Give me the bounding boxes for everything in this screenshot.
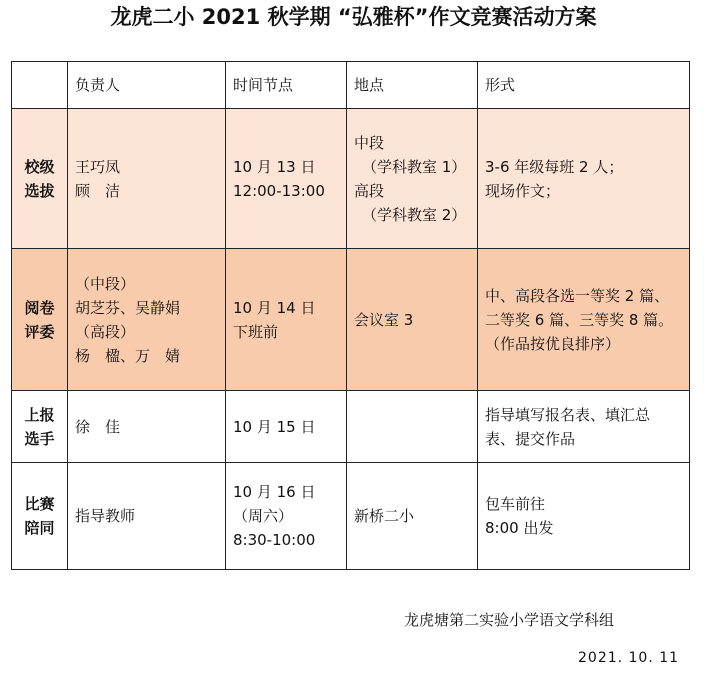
table-row: [12, 463, 690, 570]
time-line: 8:30-10:00: [233, 531, 316, 549]
stage-line: 选手: [24, 429, 55, 448]
time-line: 下班前: [233, 322, 279, 341]
form-cell: [478, 391, 690, 463]
form-line: （作品按优良排序）: [485, 334, 621, 353]
form-line: 8:00 出发: [485, 519, 554, 537]
owner-line: 指导教师: [75, 507, 136, 525]
header-cell-time: 时间节点: [226, 62, 347, 109]
form-cell: [478, 109, 690, 249]
time-cell: [226, 463, 347, 570]
row-stage-cell: [12, 249, 68, 391]
header-cell-corner: [12, 62, 68, 109]
place-cell: [347, 463, 478, 570]
owner-line: 王巧凤: [75, 157, 121, 176]
row-stage-cell: [12, 109, 68, 249]
form-line: 现场作文；: [485, 181, 561, 200]
owner-cell: [68, 109, 226, 249]
stage-line: 校级: [24, 157, 55, 176]
form-line: 表、提交作品: [485, 429, 576, 448]
time-cell: [226, 391, 347, 463]
form-line: 3-6 年级每班 2 人；: [485, 157, 624, 176]
form-line: 中、高段各选一等奖 2 篇、: [485, 286, 670, 305]
time-line: 12:00-13:00: [233, 181, 325, 200]
time-cell: [226, 249, 347, 391]
table-row: [12, 249, 690, 391]
place-line: 中段: [354, 133, 385, 152]
form-line: 指导填写报名表、填汇总: [485, 405, 651, 424]
owner-line: （高段）: [75, 322, 136, 341]
stage-line: 评委: [24, 322, 55, 341]
document-title: 龙虎二小 2021 秋学期 “弘雅杯”作文竞赛活动方案: [110, 5, 597, 29]
place-line: （学科教室 1）: [362, 157, 467, 176]
time-line: 10 月 15 日: [233, 417, 316, 436]
form-line: 包车前往: [485, 495, 546, 513]
owner-cell: [68, 463, 226, 570]
table-row: [12, 109, 690, 249]
table-row: [12, 391, 690, 463]
owner-cell: [68, 249, 226, 391]
owner-line: 顾 洁: [75, 181, 121, 200]
time-line: 10 月 16 日: [233, 483, 316, 501]
time-line: （周六）: [233, 507, 294, 525]
place-line: （学科教室 2）: [362, 205, 467, 224]
time-cell: [226, 109, 347, 249]
header-cell-form: 形式: [478, 62, 690, 109]
form-line: 二等奖 6 篇、三等奖 8 篇。: [485, 310, 674, 329]
time-line: 10 月 14 日: [233, 298, 316, 317]
owner-line: 杨 楹、万 婧: [75, 346, 181, 365]
stage-line: 陪同: [24, 519, 55, 537]
stage-line: 阅卷: [24, 298, 55, 317]
header-cell-place: 地点: [347, 62, 478, 109]
form-cell: [478, 463, 690, 570]
stage-line: 选拔: [24, 181, 55, 200]
owner-line: 胡芝芬、吴静娟: [75, 298, 181, 317]
footer-organization: 龙虎塘第二实验小学语文学科组: [404, 611, 615, 629]
owner-cell: [68, 391, 226, 463]
place-cell: [347, 249, 478, 391]
owner-line: 徐 佳: [75, 417, 121, 436]
place-line: 会议室 3: [354, 310, 414, 329]
place-line: 新桥二小: [354, 507, 415, 525]
form-cell: [478, 249, 690, 391]
header-cell-owner: 负责人: [68, 62, 226, 109]
owner-line: （中段）: [75, 274, 136, 293]
table-header-row: [12, 62, 690, 109]
time-line: 10 月 13 日: [233, 157, 316, 176]
row-stage-cell: [12, 463, 68, 570]
place-line: 高段: [354, 181, 385, 200]
stage-line: 上报: [24, 405, 55, 424]
activity-plan-table: [11, 61, 690, 570]
place-cell: [347, 391, 478, 463]
stage-line: 比赛: [24, 495, 55, 513]
place-cell: [347, 109, 478, 249]
row-stage-cell: [12, 391, 68, 463]
footer-date: 2021. 10. 11: [578, 650, 680, 666]
